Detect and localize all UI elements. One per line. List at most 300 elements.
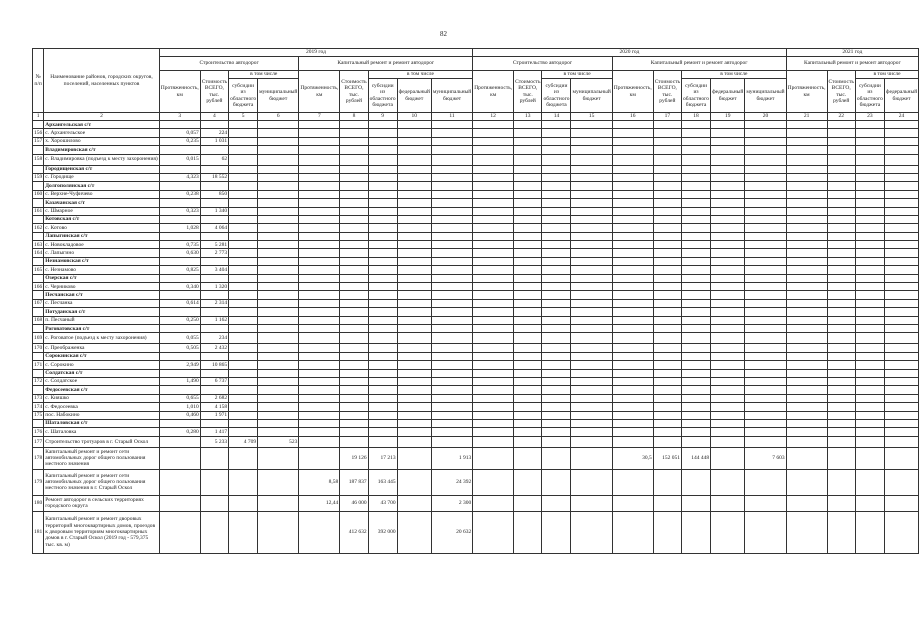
value-cell [473,511,514,553]
table-row [33,241,919,249]
value-cell [397,266,431,274]
value-cell [431,344,472,352]
value-cell [612,308,653,316]
table-row [33,207,919,215]
value-cell [473,469,514,495]
value-cell [514,241,542,249]
column-number: 9 [368,113,397,121]
value-cell [431,394,472,402]
row-number: 174 [34,403,43,410]
value-cell [397,232,431,240]
value-cell [711,419,745,427]
value-cell: 1 417 [200,428,228,436]
value-cell [571,154,612,165]
value-cell [299,274,340,282]
row-number [33,257,44,265]
value-cell [682,511,711,553]
value-cell [786,190,827,198]
row-number: 162 [34,224,43,231]
value-cell [368,394,397,402]
value-cell [745,146,786,154]
value-cell [786,428,827,436]
value-cell [711,411,745,419]
value-cell [745,511,786,553]
value-cell [514,394,542,402]
table-row [33,394,919,402]
column-number: 3 [159,113,200,121]
value-cell [200,511,228,553]
value-cell [786,129,827,137]
value-cell [855,291,884,299]
value-cell [653,344,681,352]
value-cell [786,394,827,402]
value-cell [159,308,200,316]
table-header [33,49,919,121]
value-cell [786,447,827,469]
value-cell [884,154,918,165]
value-cell [258,224,299,232]
value-cell [786,369,827,377]
value-cell [786,207,827,215]
value-cell [571,316,612,324]
value-cell [514,436,542,447]
value-cell [612,369,653,377]
value-cell [786,232,827,240]
value-cell [884,199,918,207]
row-number: 159 [34,174,43,181]
value-cell [827,377,855,385]
value-cell [397,137,431,145]
value-cell [786,283,827,291]
value-cell [514,291,542,299]
value-cell [682,199,711,207]
value-cell [368,274,397,282]
value-cell [340,199,368,207]
value-cell [340,377,368,385]
value-cell [571,411,612,419]
value-cell [299,344,340,352]
value-cell [397,274,431,282]
value-cell [340,173,368,181]
value-cell [542,361,571,369]
value-cell [745,377,786,385]
value-cell [258,352,299,360]
value-cell [827,352,855,360]
value-cell [612,137,653,145]
value-cell [682,173,711,181]
header-no: № п/п [33,49,44,113]
column-number: 4 [200,113,228,121]
value-cell [397,324,431,332]
group-row [33,232,919,240]
value-cell [340,207,368,215]
value-cell [340,361,368,369]
value-cell [340,154,368,165]
value-cell [397,299,431,307]
item-name: с. Роговатое (подъезд к месту захоронения) [44,333,160,344]
group-name: Сорокинская с/т [44,352,160,360]
value-cell: 0,614 [159,299,200,307]
item-name: с. Черниково [44,283,160,291]
value-cell [473,154,514,165]
value-cell [431,316,472,324]
value-cell [884,182,918,190]
value-cell [473,361,514,369]
value-cell [682,299,711,307]
value-cell [682,190,711,198]
value-cell [745,333,786,344]
value-cell [653,146,681,154]
road-works-table [32,48,919,554]
value-cell [682,291,711,299]
value-cell [653,291,681,299]
value-cell [299,436,340,447]
value-cell [368,428,397,436]
value-cell [200,232,228,240]
value-cell [229,190,258,198]
value-cell: 30,5 [612,447,653,469]
value-cell [682,207,711,215]
item-name: с. Сорокино [44,361,160,369]
value-cell [229,403,258,411]
value-cell [340,316,368,324]
value-cell [884,299,918,307]
value-cell [682,369,711,377]
value-cell [682,224,711,232]
column-number: 20 [745,113,786,121]
value-cell [431,324,472,332]
value-cell [711,324,745,332]
value-cell [571,324,612,332]
header-subsidy: субсидии из областного бюджета [542,79,571,113]
value-cell [653,352,681,360]
value-cell: 1 971 [200,411,228,419]
table-row [33,333,919,344]
value-cell [571,344,612,352]
value-cell [653,121,681,129]
value-cell [542,146,571,154]
value-cell [258,344,299,352]
item-name: с. Песчанка [44,299,160,307]
value-cell [855,199,884,207]
value-cell [368,291,397,299]
value-cell [368,386,397,394]
value-cell [745,299,786,307]
value-cell [786,137,827,145]
group-name: Владимировская с/т [44,146,160,154]
value-cell: 0,057 [159,129,200,137]
value-cell [473,137,514,145]
value-cell [542,137,571,145]
item-name: Капитальный ремонт и ремонт сети автомобильных дорог общего пользования местного значения в г. Старый Оскол [44,469,160,495]
value-cell [884,436,918,447]
value-cell: 24 392 [431,469,472,495]
value-cell [229,257,258,265]
group-name: Песчанская с/т [44,291,160,299]
column-number: 6 [258,113,299,121]
value-cell [711,369,745,377]
value-cell [571,146,612,154]
value-cell [514,266,542,274]
item-name: Капитальный ремонт и ремонт сети автомобильных дорог общего пользования местного значения [44,447,160,469]
value-cell [368,324,397,332]
value-cell [340,394,368,402]
value-cell [340,369,368,377]
value-cell [340,324,368,332]
value-cell [786,154,827,165]
value-cell [571,283,612,291]
value-cell [884,146,918,154]
value-cell [229,249,258,257]
value-cell [884,215,918,223]
value-cell [473,165,514,173]
value-cell [200,291,228,299]
value-cell [682,257,711,265]
value-cell [884,316,918,324]
value-cell: 2 300 [431,495,472,511]
value-cell [397,316,431,324]
value-cell [229,154,258,165]
value-cell [542,154,571,165]
value-cell [542,182,571,190]
value-cell [884,257,918,265]
value-cell [258,495,299,511]
value-cell [745,369,786,377]
value-cell [340,274,368,282]
value-cell [542,308,571,316]
value-cell [159,121,200,129]
row-number [33,369,44,377]
value-cell: 20 632 [431,511,472,553]
value-cell [653,386,681,394]
value-cell [299,394,340,402]
value-cell [514,377,542,385]
value-cell [431,146,472,154]
value-cell: 2,949 [159,361,200,369]
value-cell [514,129,542,137]
value-cell [258,283,299,291]
value-cell [473,344,514,352]
value-cell [855,215,884,223]
value-cell [397,511,431,553]
value-cell [397,436,431,447]
value-cell [542,394,571,402]
table-row [33,403,919,411]
value-cell [368,403,397,411]
value-cell [682,361,711,369]
group-row [33,274,919,282]
value-cell [299,283,340,291]
table-row [33,511,919,553]
value-cell [612,274,653,282]
group-name: Котовская с/т [44,215,160,223]
value-cell [653,232,681,240]
value-cell [711,165,745,173]
value-cell [514,361,542,369]
value-cell: 4 709 [229,436,258,447]
value-cell [855,266,884,274]
value-cell [340,165,368,173]
table-row [33,411,919,419]
value-cell [745,495,786,511]
value-cell [745,386,786,394]
value-cell [745,308,786,316]
value-cell [612,121,653,129]
value-cell [571,129,612,137]
row-number [33,274,44,282]
value-cell [711,137,745,145]
value-cell [431,369,472,377]
value-cell [431,224,472,232]
value-cell: 0,238 [159,190,200,198]
value-cell [397,215,431,223]
value-cell [827,266,855,274]
row-number: 168 [34,317,43,324]
header-incl: в том числе [682,71,787,79]
value-cell [855,361,884,369]
value-cell [229,299,258,307]
value-cell [855,299,884,307]
value-cell [711,207,745,215]
value-cell [682,182,711,190]
item-name: с. Новокладовое [44,241,160,249]
value-cell [514,386,542,394]
value-cell [258,266,299,274]
value-cell [258,469,299,495]
value-cell [855,146,884,154]
value-cell [397,369,431,377]
value-cell: 850 [200,190,228,198]
value-cell [653,511,681,553]
value-cell [340,137,368,145]
value-cell [299,266,340,274]
value-cell [514,154,542,165]
value-cell [473,249,514,257]
value-cell [827,495,855,511]
value-cell [258,257,299,265]
value-cell [571,511,612,553]
value-cell [258,308,299,316]
value-cell [542,299,571,307]
value-cell [397,291,431,299]
row-number: 178 [33,447,44,469]
value-cell [397,403,431,411]
value-cell [299,241,340,249]
value-cell [397,182,431,190]
value-cell [855,316,884,324]
value-cell [542,447,571,469]
value-cell [431,428,472,436]
value-cell [368,249,397,257]
value-cell [431,199,472,207]
header-subsidy: субсидии из областного бюджета [855,79,884,113]
value-cell [299,146,340,154]
value-cell [884,266,918,274]
value-cell [827,447,855,469]
value-cell [884,386,918,394]
value-cell [884,121,918,129]
value-cell: 0,250 [159,316,200,324]
row-number [33,291,44,299]
value-cell [473,283,514,291]
value-cell [514,224,542,232]
value-cell [711,274,745,282]
header-subsidy: субсидии из областного бюджета [682,79,711,113]
value-cell [431,419,472,427]
value-cell [827,436,855,447]
value-cell [340,249,368,257]
value-cell [514,419,542,427]
value-cell [571,369,612,377]
value-cell [855,274,884,282]
value-cell [473,377,514,385]
value-cell [653,436,681,447]
value-cell [612,411,653,419]
value-cell [431,266,472,274]
value-cell [711,121,745,129]
value-cell [711,232,745,240]
value-cell [653,215,681,223]
value-cell [229,207,258,215]
table-row [33,361,919,369]
value-cell [745,249,786,257]
value-cell [855,129,884,137]
value-cell [542,121,571,129]
value-cell [397,165,431,173]
value-cell: 1 340 [200,207,228,215]
value-cell [340,411,368,419]
column-number: 23 [855,113,884,121]
value-cell [786,316,827,324]
value-cell [299,215,340,223]
value-cell [711,447,745,469]
row-number [33,199,44,207]
value-cell [431,257,472,265]
header-subsidy: субсидии из областного бюджета [229,79,258,113]
value-cell [514,403,542,411]
value-cell [514,411,542,419]
value-cell [884,165,918,173]
value-cell [397,146,431,154]
value-cell [258,232,299,240]
value-cell [200,165,228,173]
value-cell [229,308,258,316]
value-cell: 412 632 [340,511,368,553]
value-cell [542,199,571,207]
value-cell [745,190,786,198]
value-cell: 43 700 [368,495,397,511]
value-cell [514,447,542,469]
table-row [33,266,919,274]
value-cell [514,121,542,129]
value-cell: 1 913 [431,447,472,469]
value-cell: 10 865 [200,361,228,369]
value-cell [473,394,514,402]
value-cell [229,316,258,324]
value-cell [571,173,612,181]
value-cell [159,511,200,553]
value-cell [682,469,711,495]
value-cell [884,428,918,436]
value-cell [653,403,681,411]
header-municipal: муниципальный бюджет [258,79,299,113]
value-cell [682,266,711,274]
group-row [33,352,919,360]
value-cell [229,241,258,249]
value-cell [397,344,431,352]
value-cell: 4,323 [159,173,200,181]
value-cell [653,361,681,369]
